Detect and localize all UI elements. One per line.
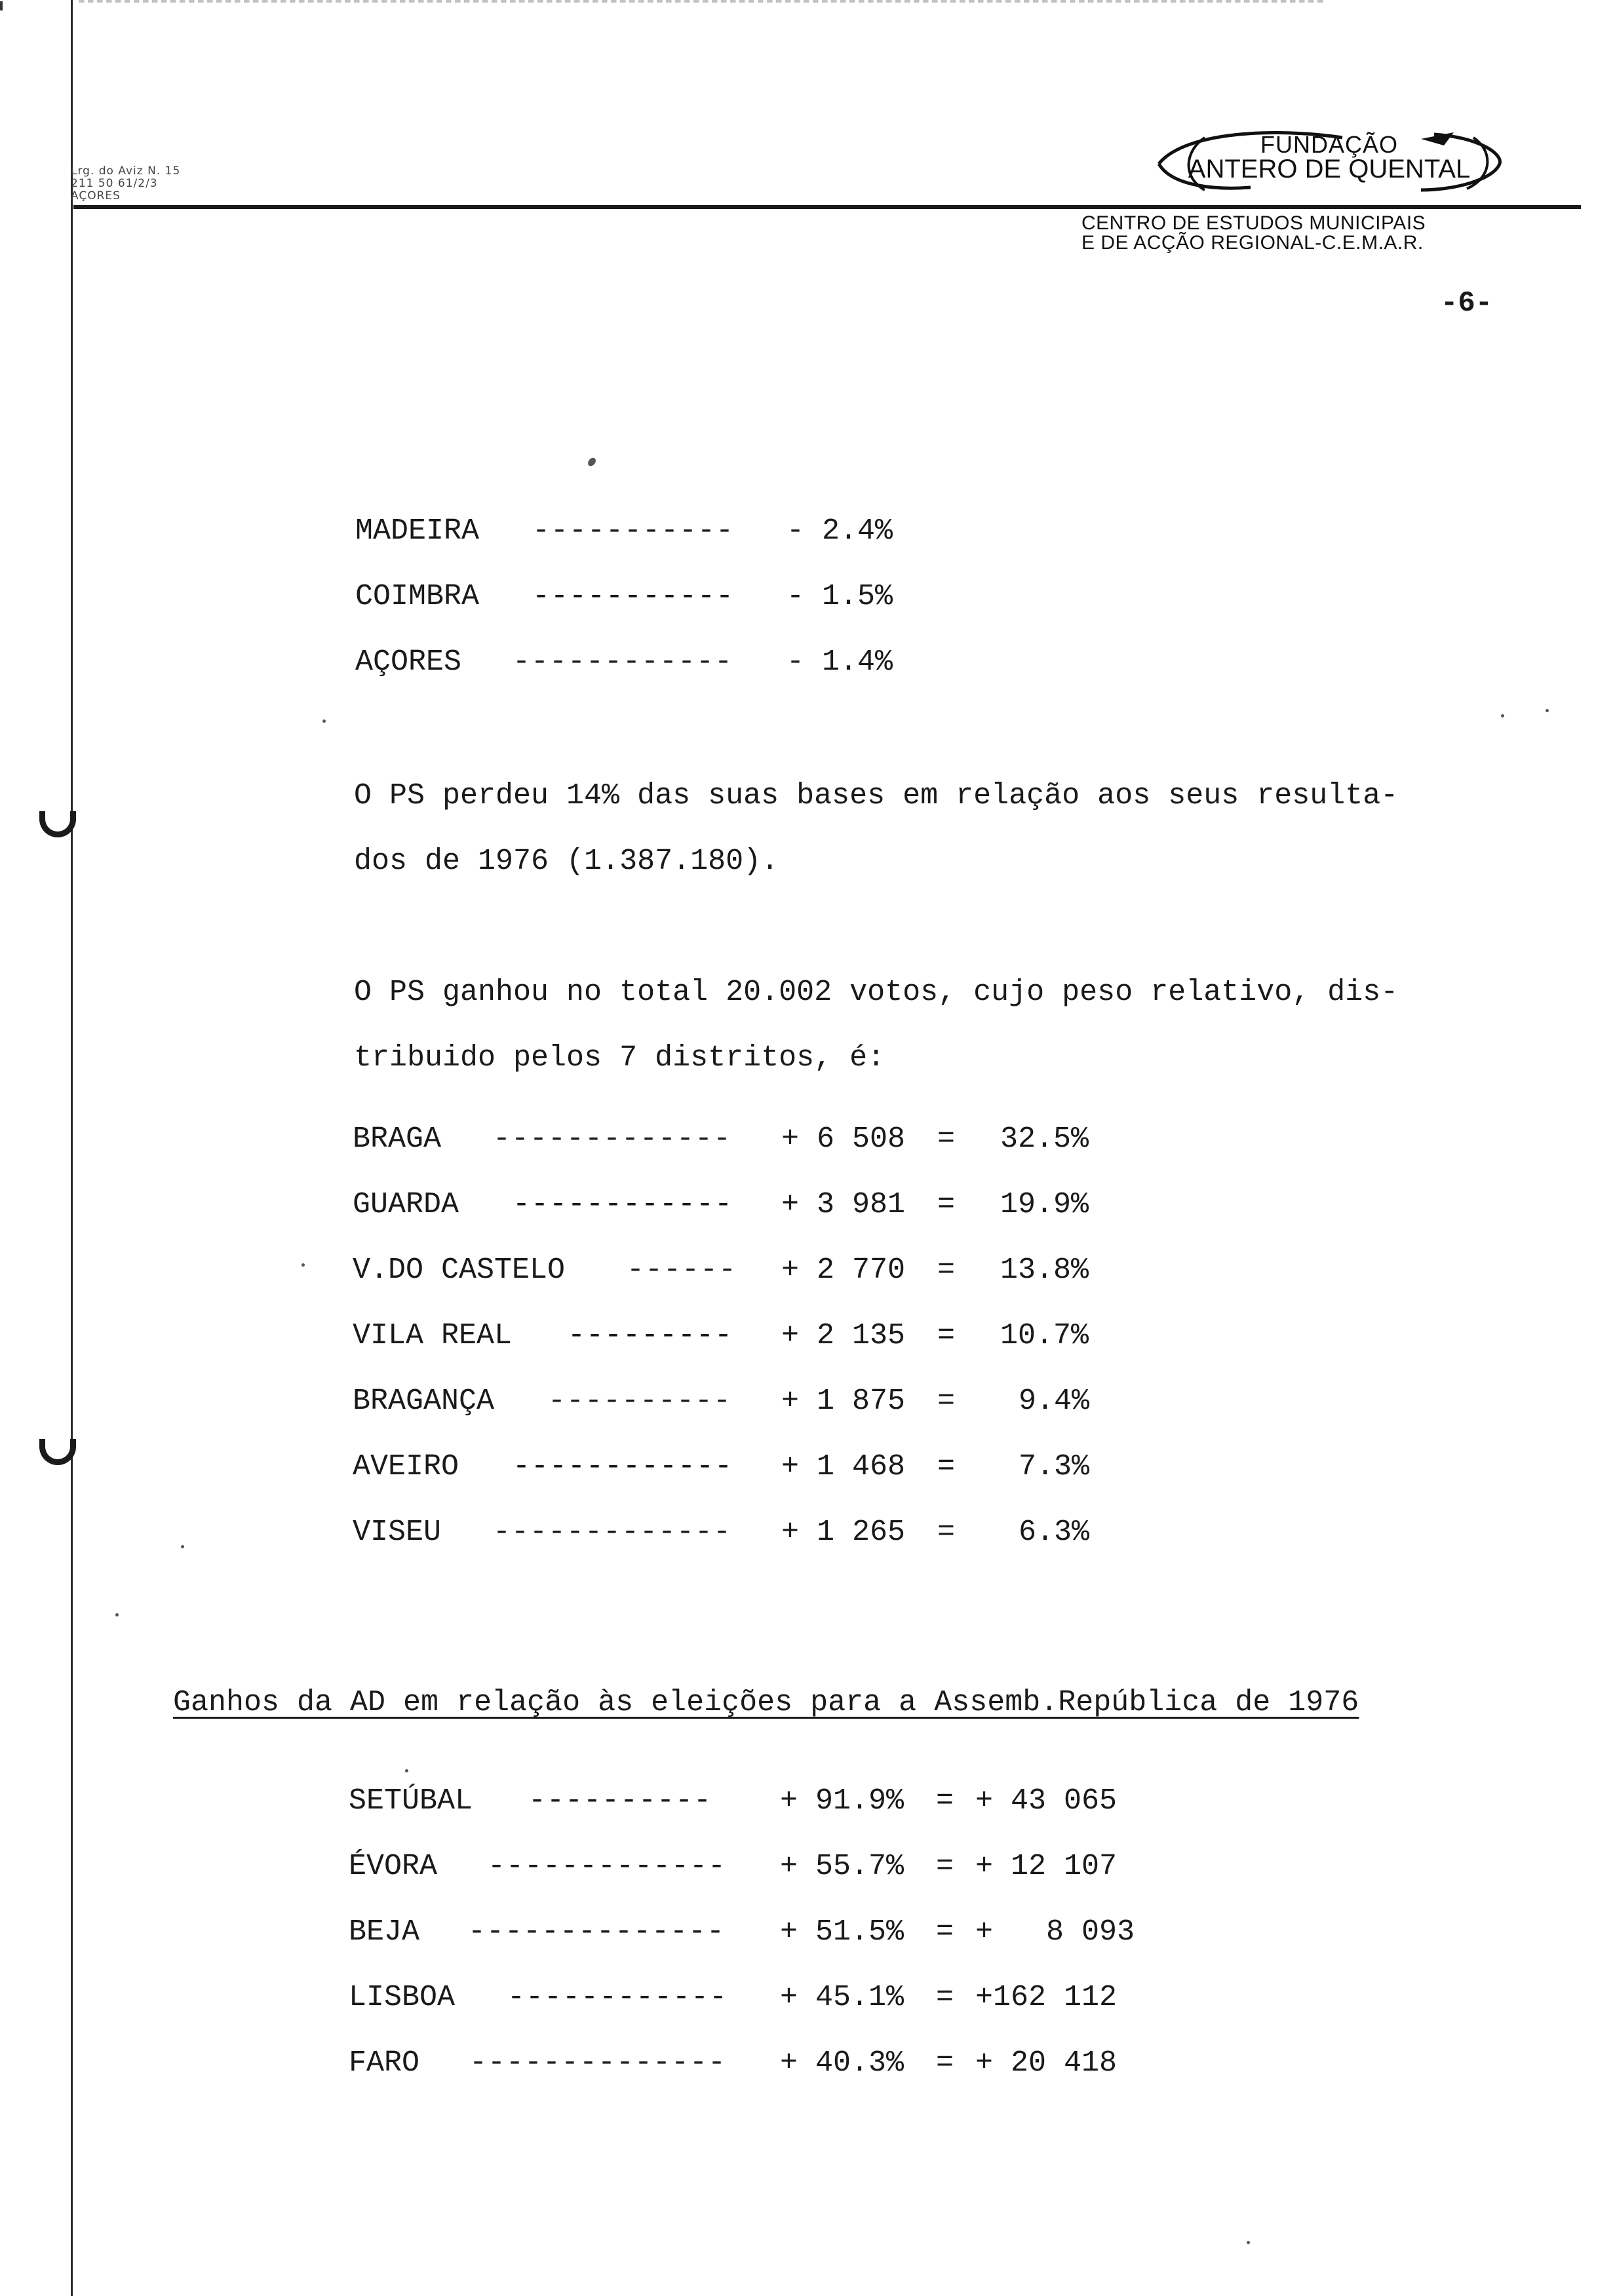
district-name: V.DO CASTELO: [353, 1253, 566, 1287]
equals-sign: =: [937, 1450, 956, 1483]
equals-sign: =: [936, 1784, 954, 1818]
vote-gain: + 1 468: [781, 1450, 906, 1483]
percent-gain: + 51.5%: [780, 1915, 905, 1949]
paragraph-1-line-2: dos de 1976 (1.387.180).: [354, 845, 779, 878]
vote-gain: +162 112: [975, 1981, 1118, 2014]
share-percent: 10.7%: [1000, 1319, 1089, 1352]
share-percent: 32.5%: [1000, 1122, 1089, 1156]
centro-line-2: E DE ACÇÃO REGIONAL-C.E.M.A.R.: [1081, 232, 1424, 254]
vote-gain: + 2 135: [781, 1319, 906, 1352]
district-name: LISBOA: [349, 1981, 456, 2014]
equals-sign: =: [936, 1850, 954, 1883]
percent-gain: + 45.1%: [780, 1981, 905, 2014]
leader-dashes: -------------: [488, 1850, 727, 1883]
vote-gain: + 8 093: [975, 1915, 1135, 1949]
district-name: GUARDA: [353, 1188, 459, 1221]
scan-speck: [322, 719, 326, 723]
header-rule: [73, 205, 1581, 209]
top-dashed-rule: [79, 0, 1324, 3]
share-percent: 9.4%: [1019, 1385, 1090, 1418]
vote-gain: + 6 508: [781, 1122, 906, 1156]
share-percent: 19.9%: [1000, 1188, 1089, 1221]
vote-gain: + 3 981: [781, 1188, 906, 1221]
leader-dashes: --------------: [468, 1915, 726, 1949]
leader-dashes: ------------: [513, 1188, 733, 1221]
leader-dashes: ---------: [568, 1319, 733, 1352]
equals-sign: =: [937, 1253, 956, 1287]
leader-dashes: ------------: [513, 645, 733, 679]
district-name: FARO: [349, 2046, 420, 2080]
address-line: AÇORES: [71, 189, 121, 202]
leader-dashes: --------------: [469, 2046, 727, 2080]
section-heading: Ganhos da AD em relação às eleições para a Assemb.República de 1976: [173, 1686, 1359, 1719]
district-name: BRAGANÇA: [353, 1385, 495, 1418]
equals-sign: =: [937, 1319, 956, 1352]
scan-speck: [1546, 709, 1549, 712]
centro-line-1: CENTRO DE ESTUDOS MUNICIPAIS: [1081, 212, 1426, 234]
vote-gain: + 12 107: [975, 1850, 1118, 1883]
list-item: [355, 579, 479, 615]
page-number: -6-: [1441, 287, 1493, 320]
leader-dashes: -----------: [532, 580, 735, 613]
scan-speck: [405, 1769, 408, 1772]
percent-gain: + 40.3%: [780, 2046, 905, 2080]
district-name: BRAGA: [353, 1122, 442, 1156]
district-name: VISEU: [353, 1516, 442, 1549]
leader-dashes: ------------: [513, 1450, 733, 1483]
district-name: VILA REAL: [353, 1319, 513, 1352]
logo-line-2: ANTERO DE QUENTAL: [1188, 155, 1471, 183]
equals-sign: =: [937, 1188, 956, 1221]
district-name: SETÚBAL: [349, 1784, 473, 1818]
vote-gain: + 20 418: [975, 2046, 1118, 2080]
list-item: [355, 645, 461, 680]
equals-sign: =: [936, 1981, 954, 2014]
leader-dashes: -------------: [493, 1516, 732, 1549]
region-value: - 1.5%: [787, 580, 893, 613]
leader-dashes: ----------: [548, 1385, 732, 1418]
percent-gain: + 91.9%: [780, 1784, 905, 1818]
scan-speck: [115, 1613, 119, 1617]
logo-line-1: FUNDAÇÃO: [1260, 131, 1398, 158]
leader-dashes: ------------: [507, 1981, 728, 2014]
share-percent: 13.8%: [1000, 1253, 1089, 1287]
vote-gain: + 1 875: [781, 1385, 906, 1418]
paragraph-1-line-1: O PS perdeu 14% das suas bases em relação aos seus resulta-: [354, 779, 1399, 813]
region-value: - 2.4%: [787, 514, 893, 548]
equals-sign: =: [937, 1122, 956, 1156]
share-percent: 6.3%: [1019, 1516, 1090, 1549]
equals-sign: =: [936, 2046, 954, 2080]
district-name: AVEIRO: [353, 1450, 459, 1483]
scan-speck: [1501, 714, 1504, 718]
equals-sign: =: [937, 1516, 956, 1549]
edge-mark: [0, 1, 3, 10]
centro-subtitle: [1081, 214, 1426, 253]
list-item: [355, 514, 479, 549]
leader-dashes: -------------: [493, 1122, 732, 1156]
vote-gain: + 1 265: [781, 1516, 906, 1549]
left-margin-rule: [71, 0, 73, 2296]
vote-gain: + 43 065: [975, 1784, 1118, 1818]
scan-speck: [302, 1263, 305, 1267]
address-line: 211 50 61/2/3: [71, 177, 158, 190]
share-percent: 7.3%: [1019, 1450, 1090, 1483]
foundation-logo: [1146, 124, 1513, 197]
paragraph-2-line-1: O PS ganhou no total 20.002 votos, cujo peso relativo, dis-: [354, 976, 1399, 1009]
scan-speck: [587, 456, 598, 467]
leader-dashes: -----------: [532, 514, 735, 548]
region-value: - 1.4%: [787, 645, 893, 679]
paragraph-2-line-2: tribuido pelos 7 distritos, é:: [354, 1041, 885, 1075]
scan-speck: [1247, 2241, 1250, 2244]
letterhead-address: [71, 165, 180, 202]
equals-sign: =: [937, 1385, 956, 1418]
region-name: AÇORES: [355, 645, 462, 679]
scan-speck: [181, 1545, 184, 1548]
equals-sign: =: [936, 1915, 954, 1949]
region-name: COIMBRA: [355, 580, 480, 613]
leader-dashes: ----------: [528, 1784, 712, 1818]
vote-gain: + 2 770: [781, 1253, 906, 1287]
address-line: Lrg. do Aviz N. 15: [71, 164, 181, 178]
district-name: BEJA: [349, 1915, 420, 1949]
region-name: MADEIRA: [355, 514, 480, 548]
leader-dashes: ------: [627, 1253, 737, 1287]
district-name: ÉVORA: [349, 1850, 438, 1883]
percent-gain: + 55.7%: [780, 1850, 905, 1883]
